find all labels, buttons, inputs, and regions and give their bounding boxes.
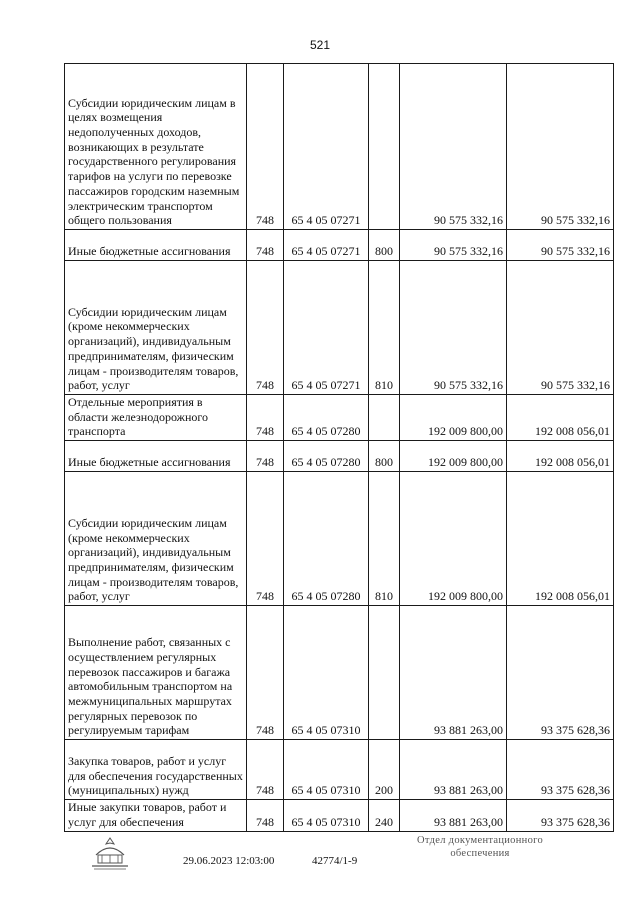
row-plan: 93 881 263,00 <box>400 800 507 831</box>
row-csr: 65 4 05 07310 <box>284 740 369 800</box>
row-plan: 90 575 332,16 <box>400 230 507 261</box>
row-vr <box>369 606 400 740</box>
row-name: Иные бюджетные ассигнования <box>65 441 247 472</box>
row-csr: 65 4 05 07280 <box>284 395 369 441</box>
row-vr: 200 <box>369 740 400 800</box>
row-vr: 240 <box>369 800 400 831</box>
row-fact: 90 575 332,16 <box>507 64 614 230</box>
row-fact: 93 375 628,36 <box>507 740 614 800</box>
row-fact: 93 375 628,36 <box>507 606 614 740</box>
row-ministry: 748 <box>247 230 284 261</box>
row-plan: 93 881 263,00 <box>400 606 507 740</box>
row-name: Иные закупки товаров, работ и услуг для обеспечения <box>65 800 247 831</box>
footer-datetime: 29.06.2023 12:03:00 <box>183 855 275 867</box>
row-fact: 192 008 056,01 <box>507 395 614 441</box>
table-row <box>65 800 614 831</box>
footer-doc-number: 42774/1-9 <box>312 855 358 867</box>
row-fact: 90 575 332,16 <box>507 261 614 395</box>
row-ministry: 748 <box>247 606 284 740</box>
row-csr: 65 4 05 07280 <box>284 472 369 606</box>
row-ministry: 748 <box>247 441 284 472</box>
row-vr <box>369 395 400 441</box>
row-vr: 810 <box>369 261 400 395</box>
table-row <box>65 740 614 800</box>
row-csr: 65 4 05 07280 <box>284 441 369 472</box>
row-fact: 192 008 056,01 <box>507 441 614 472</box>
row-ministry: 748 <box>247 800 284 831</box>
row-ministry: 748 <box>247 64 284 230</box>
row-plan: 90 575 332,16 <box>400 261 507 395</box>
row-name: Отдельные мероприятия в области железнодорожного транспорта <box>65 395 247 441</box>
row-ministry: 748 <box>247 472 284 606</box>
department-stamp <box>400 834 560 860</box>
budget-table <box>64 63 614 832</box>
row-plan: 192 009 800,00 <box>400 395 507 441</box>
row-plan: 93 881 263,00 <box>400 740 507 800</box>
row-vr: 800 <box>369 230 400 261</box>
table-row <box>65 64 614 230</box>
row-name: Выполнение работ, связанных с осуществлением регулярных перевозок пассажиров и багажа автомобильным транспортом на межмуниципальных маршрутах регулярных перевозок по регулируемым тарифам <box>65 606 247 740</box>
row-fact: 192 008 056,01 <box>507 472 614 606</box>
row-name: Закупка товаров, работ и услуг для обеспечения государственных (муниципальных) нужд <box>65 740 247 800</box>
row-plan: 192 009 800,00 <box>400 441 507 472</box>
row-vr: 800 <box>369 441 400 472</box>
row-plan: 192 009 800,00 <box>400 472 507 606</box>
row-name: Субсидии юридическим лицам (кроме некоммерческих организаций), индивидуальным предпринимателям, физическим лицам - производителям товаров, работ, услуг <box>65 261 247 395</box>
stamp-line: Отдел документационного <box>416 835 544 846</box>
row-name: Субсидии юридическим лицам (кроме некоммерческих организаций), индивидуальным предпринимателям, физическим лицам - производителям товаров, работ, услуг <box>65 472 247 606</box>
emblem-icon <box>86 835 134 873</box>
row-vr <box>369 64 400 230</box>
row-csr: 65 4 05 07271 <box>284 261 369 395</box>
row-ministry: 748 <box>247 740 284 800</box>
row-csr: 65 4 05 07310 <box>284 800 369 831</box>
row-csr: 65 4 05 07271 <box>284 230 369 261</box>
row-csr: 65 4 05 07310 <box>284 606 369 740</box>
row-fact: 90 575 332,16 <box>507 230 614 261</box>
row-vr: 810 <box>369 472 400 606</box>
table-row <box>65 395 614 441</box>
row-name: Субсидии юридическим лицам в целях возмещения недополученных доходов, возникающих в результате государственного регулирования тарифов на услуги по перевозке пассажиров городским наземным электрическим транспортом общего пользования <box>65 64 247 230</box>
table-row <box>65 261 614 395</box>
table-row <box>65 230 614 261</box>
stamp-line: обеспечения <box>450 848 510 859</box>
row-name: Иные бюджетные ассигнования <box>65 230 247 261</box>
page-number: 521 <box>309 38 331 52</box>
row-ministry: 748 <box>247 261 284 395</box>
table-row <box>65 472 614 606</box>
row-csr: 65 4 05 07271 <box>284 64 369 230</box>
row-ministry: 748 <box>247 395 284 441</box>
row-plan: 90 575 332,16 <box>400 64 507 230</box>
table-row <box>65 606 614 740</box>
table-row <box>65 441 614 472</box>
row-fact: 93 375 628,36 <box>507 800 614 831</box>
